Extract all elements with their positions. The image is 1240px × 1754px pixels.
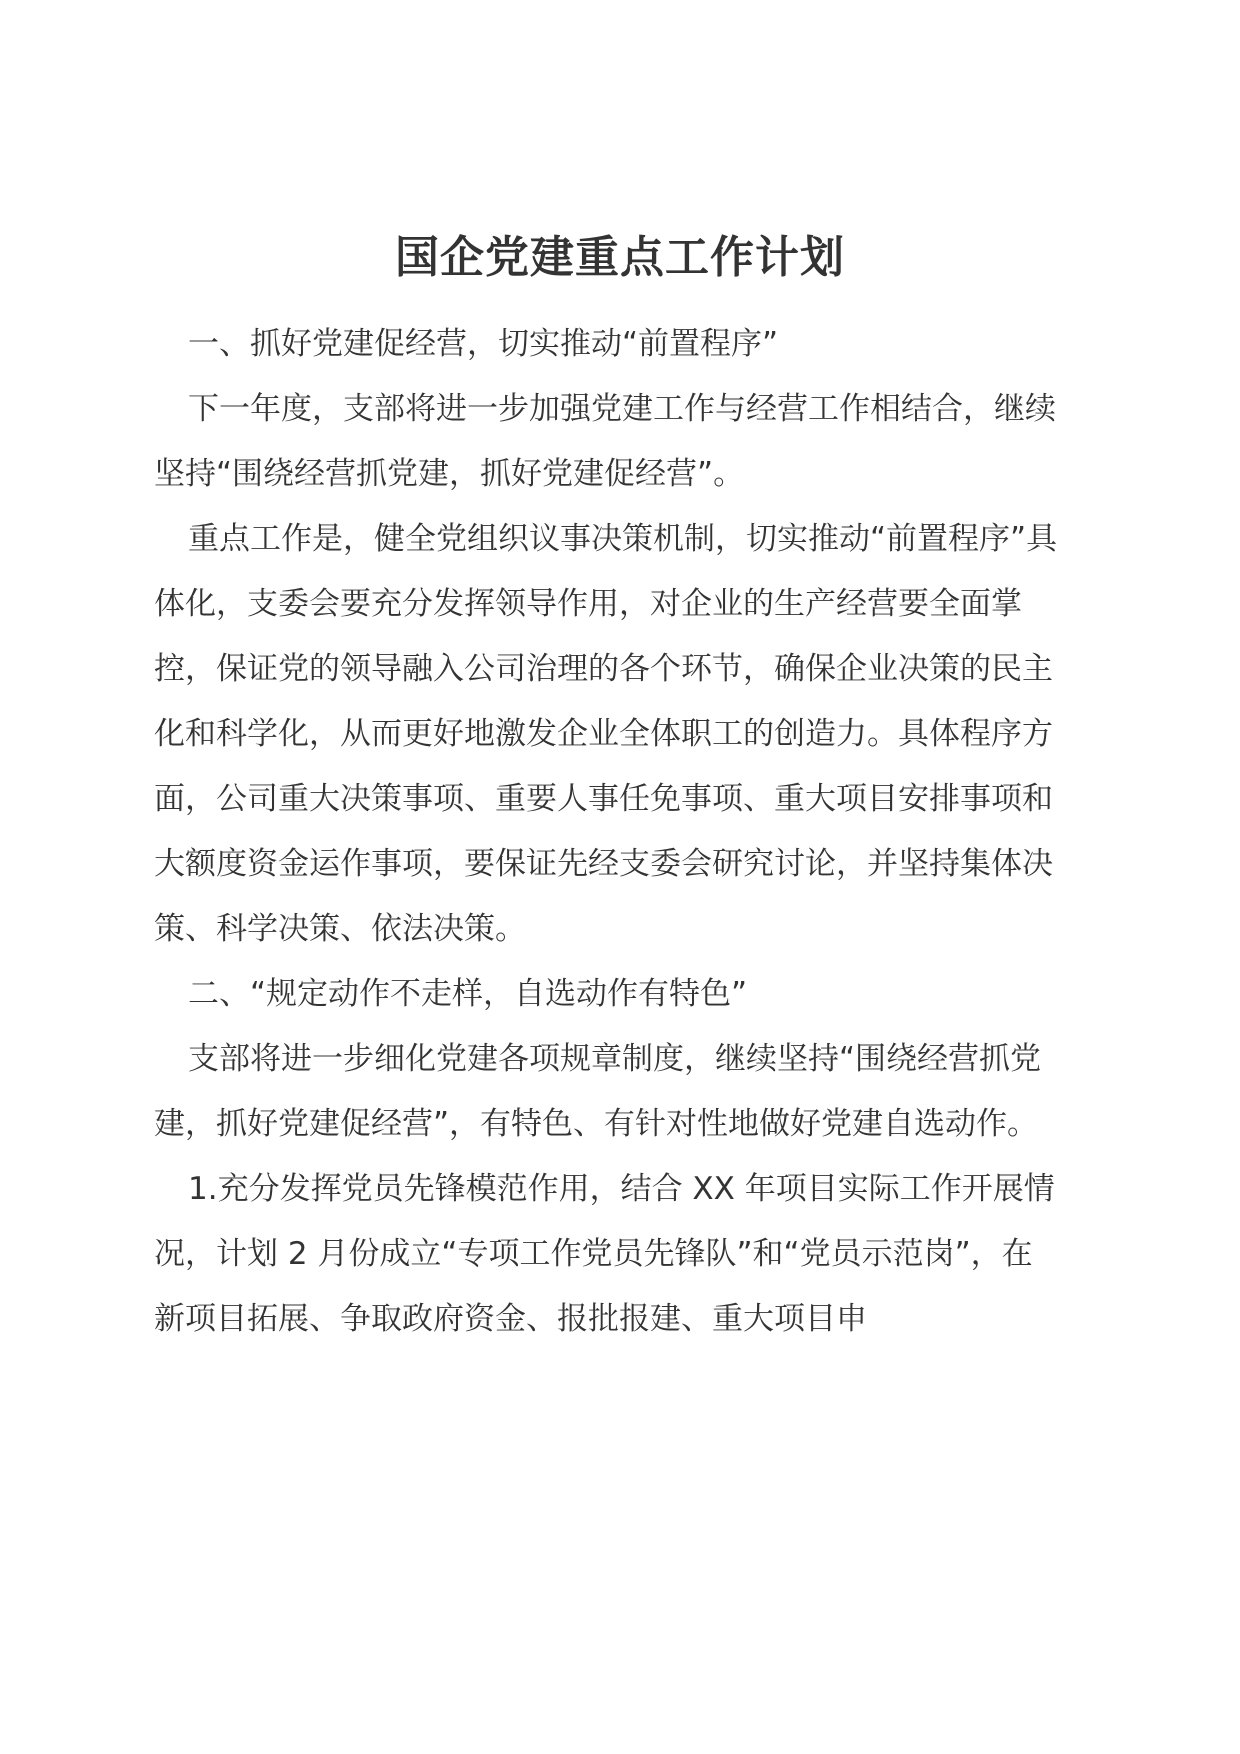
section-heading-1: 一、抓好党建促经营，切实推动“前置程序”	[188, 326, 779, 362]
section-heading-2: 二、“规定动作不走样，自选动作有特色”	[188, 976, 748, 1012]
paragraph-key-work: 重点工作是，健全党组织议事决策机制，切实推动“前置程序”具体化，支委会要充分发挥领导作用，对企业的生产经营要全面掌控，保证党的领导融入公司治理的各个环节，确保企业决策的民主化和科学化，从而更好地激发企业全体职工的创造力。具体程序方面，公司重大决策事项、重要人事任免事项、重大项目安排事项和大额度资金运作事项，要保证先经支委会研究讨论，并坚持集体决策、科学决策、依法决策。	[154, 521, 1058, 947]
paragraph-intro: 下一年度，支部将进一步加强党建工作与经营工作相结合，继续坚持“围绕经营抓党建，抓好党建促经营”。	[154, 391, 1056, 492]
document-title: 国企党建重点工作计划	[395, 232, 845, 283]
paragraph-item-1: 1.充分发挥党员先锋模范作用，结合 XX 年项目实际工作开展情况，计划 2 月份成立“专项工作党员先锋队”和“党员示范岗”，在新项目拓展、争取政府资金、报批报建、重大项目申	[154, 1171, 1055, 1337]
paragraph-regulations: 支部将进一步细化党建各项规章制度，继续坚持“围绕经营抓党建，抓好党建促经营”，有特色、有针对性地做好党建自选动作。	[154, 1041, 1042, 1142]
document-body	[154, 312, 1060, 1352]
